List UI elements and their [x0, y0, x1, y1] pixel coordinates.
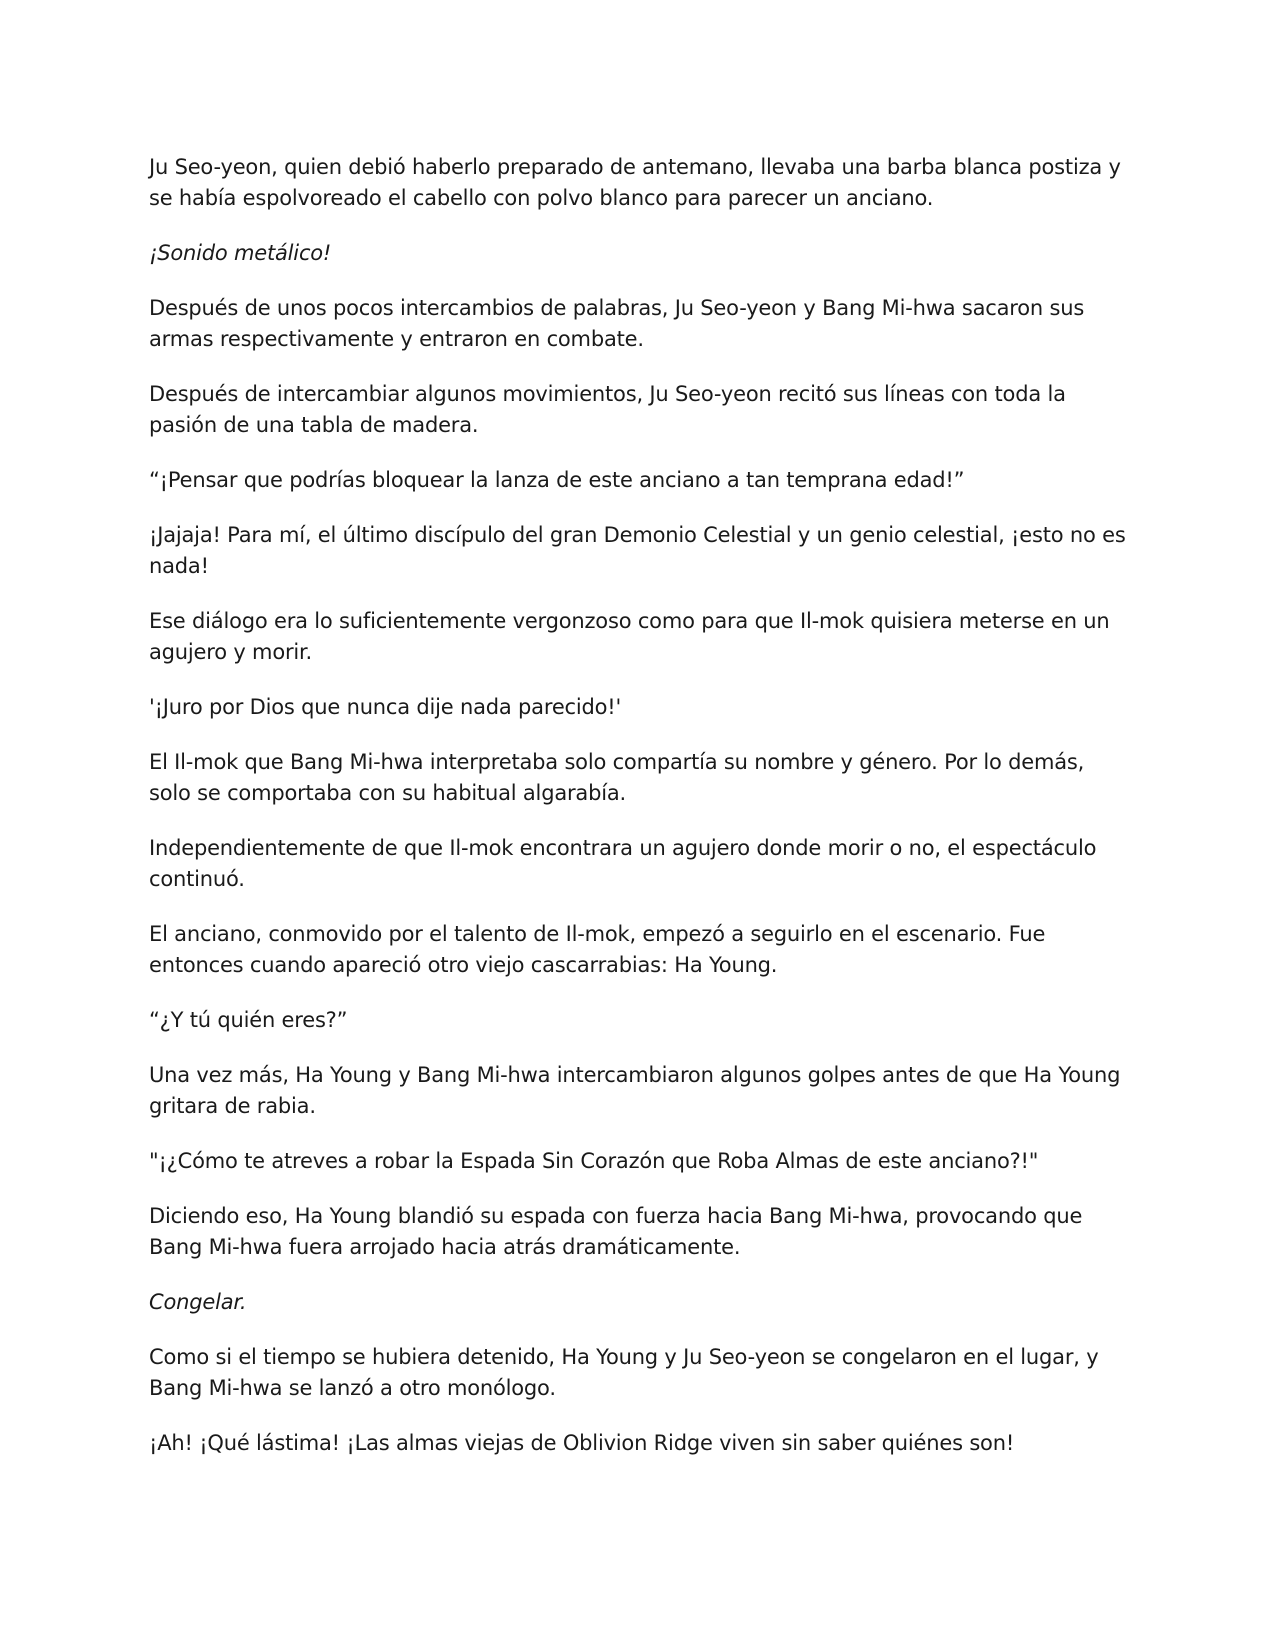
paragraph: El Il-mok que Bang Mi-hwa interpretaba solo compartía su nombre y género. Por lo demás, solo se comportaba con su habitual algarabía.: [149, 750, 1085, 805]
paragraph: Congelar.: [149, 1290, 247, 1314]
paragraph: Después de unos pocos intercambios de palabras, Ju Seo-yeon y Bang Mi-hwa sacaron sus armas respectivamente y entraron en combate.: [149, 296, 1085, 351]
document-body: [149, 152, 1129, 1483]
paragraph: '¡Juro por Dios que nunca dije nada parecido!': [149, 695, 622, 719]
paragraph: Como si el tiempo se hubiera detenido, Ha Young y Ju Seo-yeon se congelaron en el lugar, y Bang Mi-hwa se lanzó a otro monólogo.: [149, 1345, 1099, 1400]
paragraph: El anciano, conmovido por el talento de Il-mok, empezó a seguirlo en el escenario. Fue entonces cuando apareció otro viejo cascarrabias: Ha Young.: [149, 922, 1046, 977]
paragraph: Diciendo eso, Ha Young blandió su espada con fuerza hacia Bang Mi-hwa, provocando que Bang Mi-hwa fuera arrojado hacia atrás dramáticamente.: [149, 1204, 1083, 1259]
paragraph: Una vez más, Ha Young y Bang Mi-hwa intercambiaron algunos golpes antes de que Ha Young gritara de rabia.: [149, 1063, 1121, 1118]
paragraph: Ju Seo-yeon, quien debió haberlo preparado de antemano, llevaba una barba blanca postiza y se había espolvoreado el cabello con polvo blanco para parecer un anciano.: [149, 155, 1121, 210]
paragraph: ¡Ah! ¡Qué lástima! ¡Las almas viejas de Oblivion Ridge viven sin saber quiénes son!: [149, 1431, 1015, 1455]
paragraph: “¡Pensar que podrías bloquear la lanza de este anciano a tan temprana edad!”: [149, 468, 965, 492]
paragraph: "¡¿Cómo te atreves a robar la Espada Sin Corazón que Roba Almas de este anciano?!": [149, 1149, 1039, 1173]
paragraph: ¡Sonido metálico!: [149, 241, 332, 265]
paragraph: Después de intercambiar algunos movimientos, Ju Seo-yeon recitó sus líneas con toda la pasión de una tabla de madera.: [149, 382, 1066, 437]
paragraph: Ese diálogo era lo suficientemente vergonzoso como para que Il-mok quisiera meterse en un agujero y morir.: [149, 609, 1110, 664]
paragraph: Independientemente de que Il-mok encontrara un agujero donde morir o no, el espectáculo continuó.: [149, 836, 1097, 891]
paragraph: ¡Jajaja! Para mí, el último discípulo del gran Demonio Celestial y un genio celestial, ¡esto no es nada!: [149, 523, 1126, 578]
paragraph: “¿Y tú quién eres?”: [149, 1008, 348, 1032]
